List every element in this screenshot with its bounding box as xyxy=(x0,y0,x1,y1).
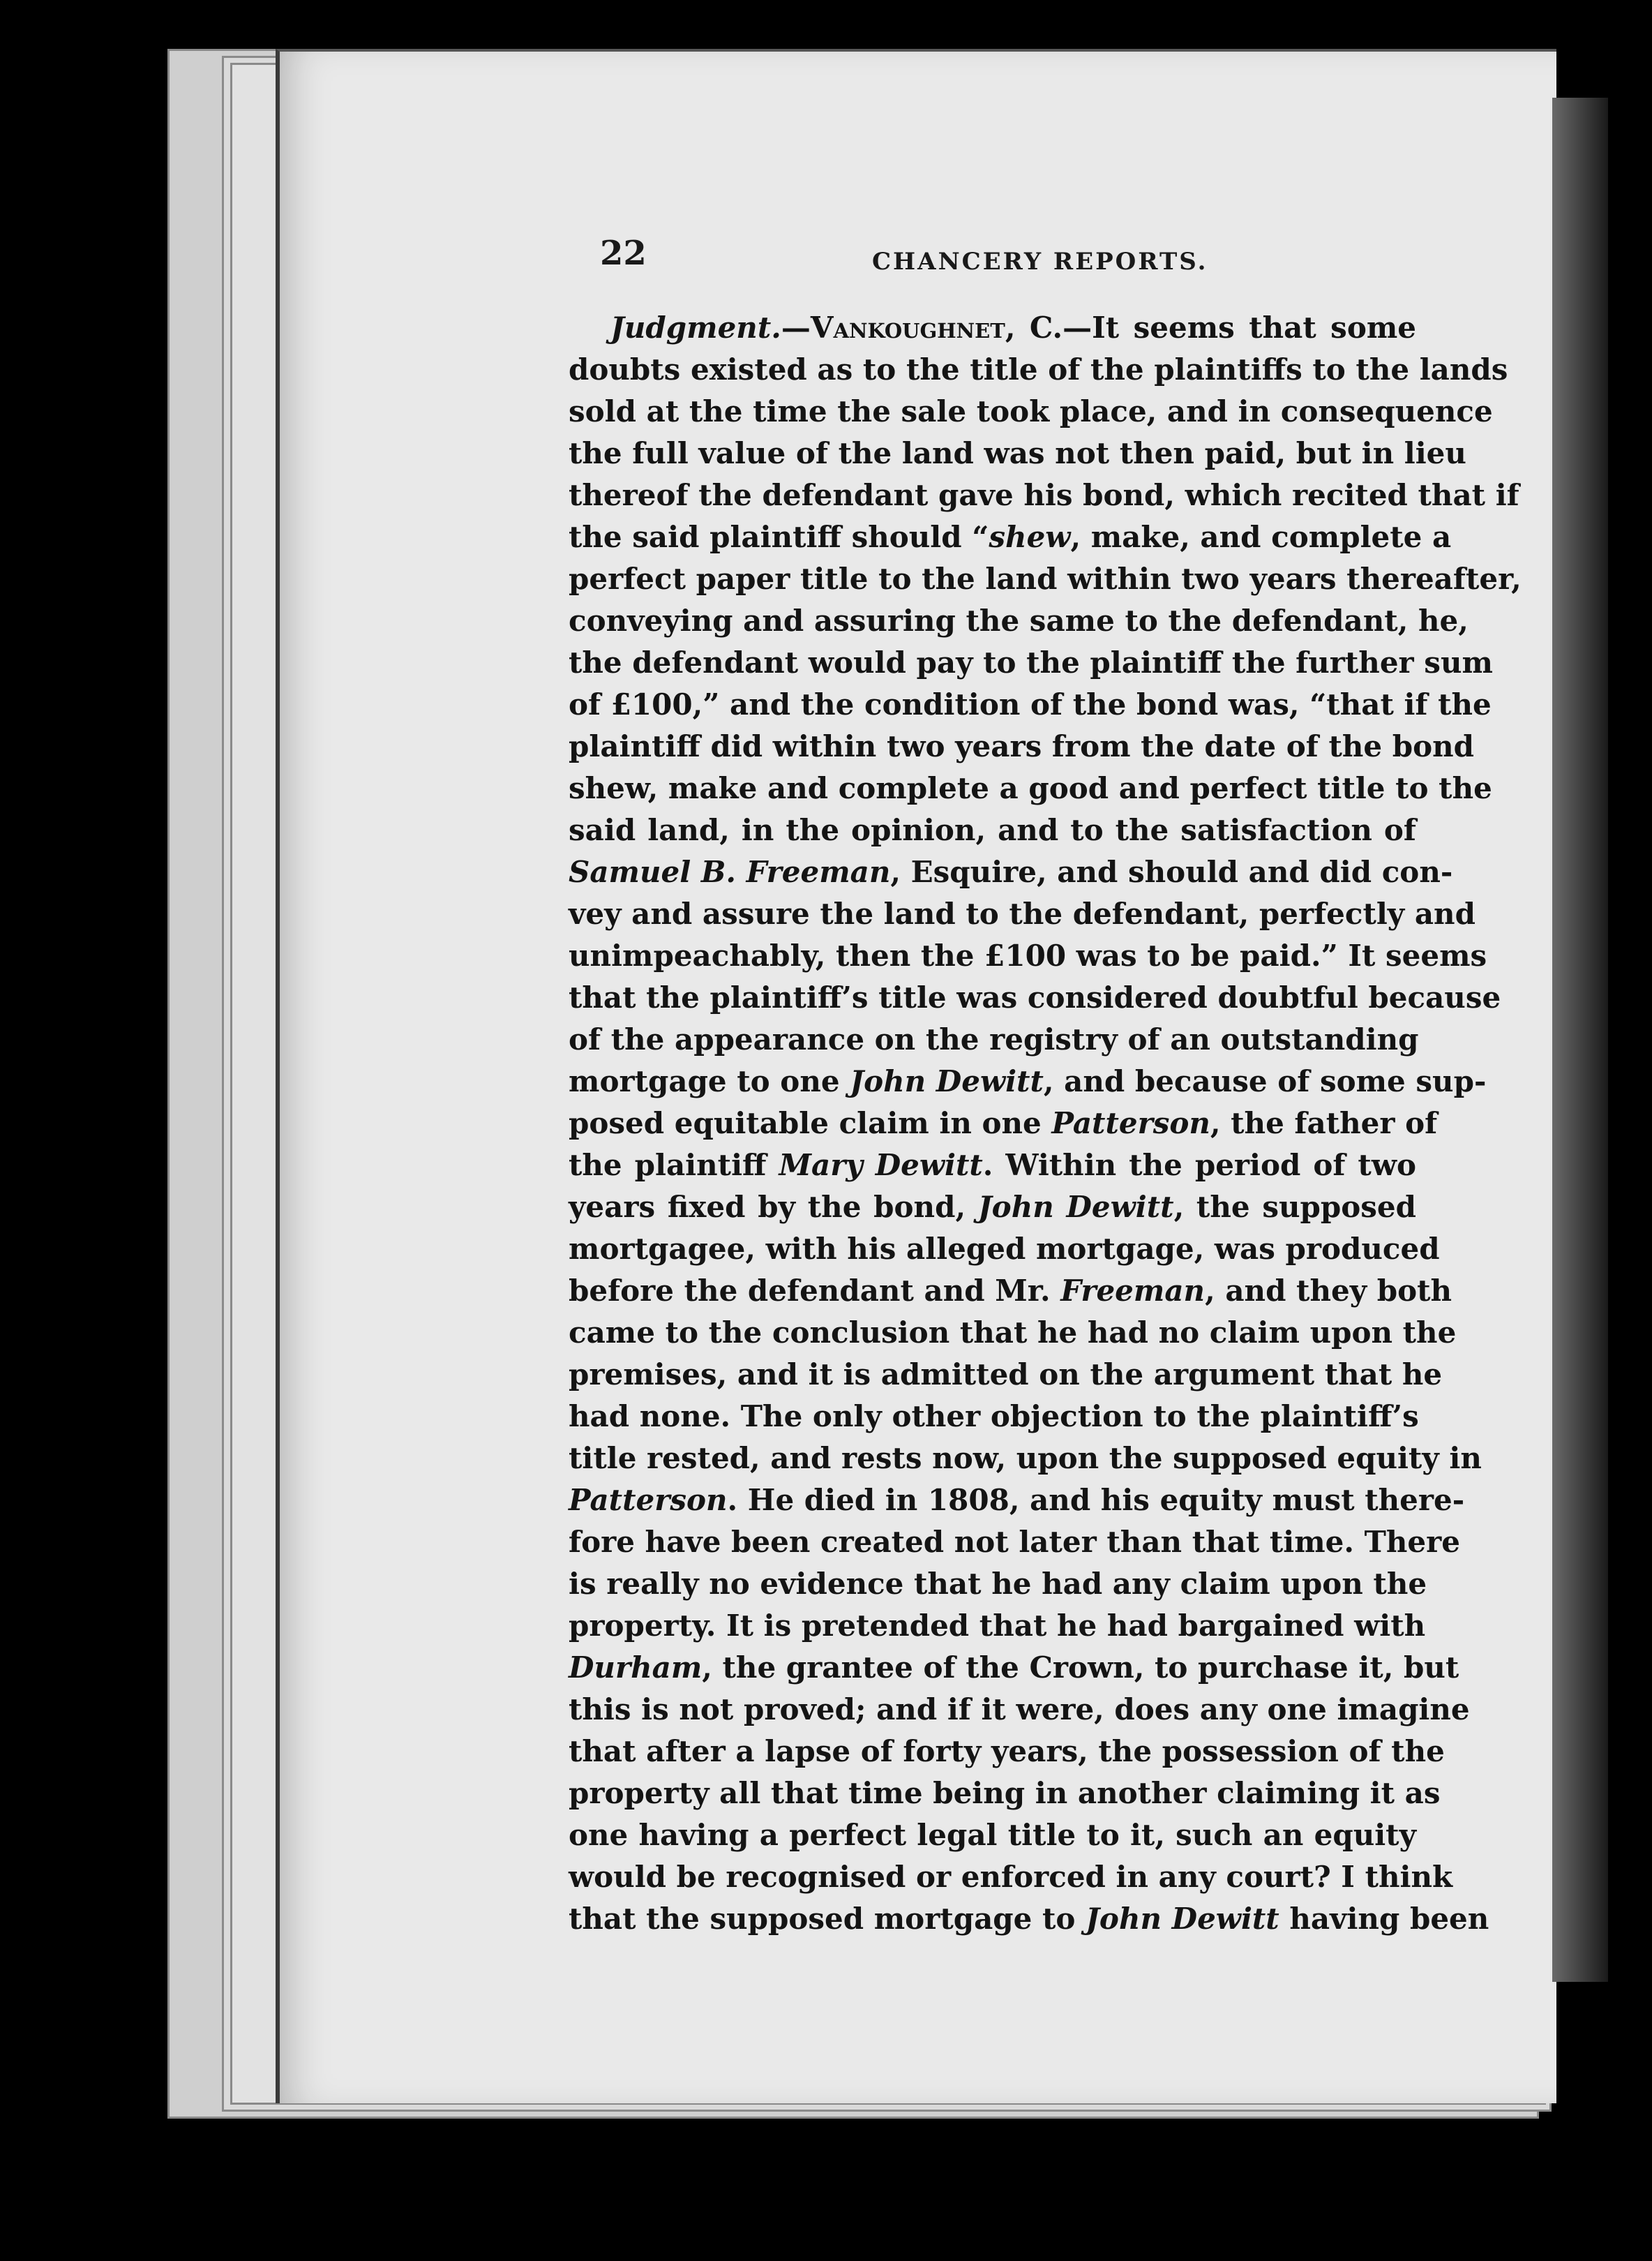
text-run: perfect paper title to the land within two years thereafter, xyxy=(569,562,1522,596)
text-run: before the defendant and Mr. xyxy=(569,1274,1061,1308)
text-run: of the appearance on the registry of an outstanding xyxy=(569,1022,1419,1057)
text-line xyxy=(569,1773,1441,1814)
italic-text: John Dewitt xyxy=(850,1064,1044,1098)
text-line xyxy=(569,684,1492,726)
text-line xyxy=(569,1479,1465,1521)
text-line xyxy=(569,1144,1416,1186)
text-run: the defendant would pay to the plaintiff the further sum xyxy=(569,646,1493,680)
page-header xyxy=(600,234,1437,290)
text-line xyxy=(569,1228,1440,1270)
text-run: property all that time being in another claiming it as xyxy=(569,1776,1441,1810)
text-run: mortgage to one xyxy=(569,1064,850,1098)
text-run: would be recognised or enforced in any court? I think xyxy=(569,1860,1453,1894)
text-line xyxy=(569,1605,1426,1647)
page-number: 22 xyxy=(600,234,647,273)
text-line xyxy=(569,1019,1419,1061)
italic-text: Patterson xyxy=(569,1483,728,1517)
text-run: sold at the time the sale took place, and in consequence xyxy=(569,394,1493,428)
text-run: posed equitable claim in one xyxy=(569,1106,1052,1140)
text-run: having been xyxy=(1279,1902,1489,1936)
text-line xyxy=(569,977,1501,1019)
text-run: title rested, and rests now, upon the supposed equity in xyxy=(569,1441,1482,1475)
text-run: of £100,” and the condition of the bond was, “that if the xyxy=(569,687,1492,722)
italic-text: Judgment. xyxy=(610,311,781,345)
text-run: , the grantee of the Crown, to purchase it, but xyxy=(702,1650,1459,1685)
text-run: that the supposed mortgage to xyxy=(569,1902,1086,1936)
italic-text: Samuel B. Freeman xyxy=(569,855,891,889)
text-line xyxy=(569,1898,1489,1940)
text-run: said land, in the opinion, and to the satisfaction of xyxy=(569,813,1416,847)
text-line xyxy=(569,1647,1459,1689)
text-line xyxy=(569,475,1519,516)
italic-text: Mary Dewitt xyxy=(779,1148,983,1182)
text-line xyxy=(569,768,1492,809)
text-run: unimpeachably, then the £100 was to be paid.” It seems xyxy=(569,939,1487,973)
text-line xyxy=(569,1856,1453,1898)
text-line xyxy=(569,1521,1460,1563)
text-line xyxy=(569,1354,1443,1396)
italic-text: shew xyxy=(989,520,1071,554)
text-line xyxy=(569,349,1508,391)
text-run: . He died in 1808, and his equity must there- xyxy=(727,1483,1465,1517)
text-line xyxy=(569,558,1522,600)
text-line xyxy=(569,1061,1487,1103)
text-run: shew, make and complete a good and perfect title to the xyxy=(569,771,1492,805)
text-run: mortgagee, with his alleged mortgage, was produced xyxy=(569,1232,1440,1266)
text-run: , and because of some sup- xyxy=(1043,1064,1487,1098)
italic-text: Freeman xyxy=(1060,1274,1206,1308)
text-run: plaintiff did within two years from the date of the bond xyxy=(569,729,1475,763)
text-line xyxy=(569,433,1466,475)
text-run: this is not proved; and if it were, does any one imagine xyxy=(569,1692,1470,1726)
text-run: doubts existed as to the title of the plaintiffs to the lands xyxy=(569,352,1508,387)
text-line xyxy=(569,1396,1419,1438)
text-run: had none. The only other objection to the plaintiff’s xyxy=(569,1399,1419,1433)
text-run: , C.—It seems that some xyxy=(1005,311,1416,345)
running-head: CHANCERY REPORTS. xyxy=(872,248,1208,276)
text-line xyxy=(569,600,1469,642)
text-line xyxy=(569,851,1453,893)
text-line xyxy=(569,1689,1470,1731)
text-run: vey and assure the land to the defendant, perfectly and xyxy=(569,897,1475,931)
text-run: one having a perfect legal title to it, such an equity xyxy=(569,1818,1416,1852)
text-run: that the plaintiff’s title was considered doubtful because xyxy=(569,980,1501,1015)
text-run: is really no evidence that he had any claim upon the xyxy=(569,1567,1427,1601)
text-line xyxy=(569,1814,1416,1856)
text-run: , the supposed xyxy=(1173,1190,1416,1224)
text-run: , the father of xyxy=(1210,1106,1438,1140)
text-line xyxy=(569,726,1475,768)
text-run: conveying and assuring the same to the defendant, he, xyxy=(569,604,1469,638)
text-run: , make, and complete a xyxy=(1070,520,1452,554)
text-run: , Esquire, and should and did con- xyxy=(890,855,1453,889)
text-run: property. It is pretended that he had bargained with xyxy=(569,1609,1426,1643)
text-run: premises, and it is admitted on the argument that he xyxy=(569,1357,1443,1391)
text-line xyxy=(569,1186,1416,1228)
page-shadow xyxy=(1552,98,1608,1982)
text-line xyxy=(569,809,1416,851)
text-line xyxy=(569,893,1475,935)
text-run: the plaintiff xyxy=(569,1148,779,1182)
text-line xyxy=(569,391,1493,433)
text-line xyxy=(569,1103,1438,1144)
italic-text: John Dewitt xyxy=(1086,1902,1279,1936)
text-run: the full value of the land was not then paid, but in lieu xyxy=(569,436,1466,470)
text-line xyxy=(569,307,1416,349)
text-run: thereof the defendant gave his bond, which recited that if xyxy=(569,478,1519,512)
text-run: , and they both xyxy=(1205,1274,1452,1308)
text-run: — xyxy=(781,311,811,345)
text-line xyxy=(569,1270,1452,1312)
judgment-text xyxy=(569,307,1522,1940)
text-line xyxy=(569,1312,1457,1354)
text-line xyxy=(569,1438,1482,1479)
text-run: that after a lapse of forty years, the possession of the xyxy=(569,1734,1445,1768)
text-line xyxy=(569,642,1493,684)
text-run: years fixed by the bond, xyxy=(569,1190,978,1224)
text-line xyxy=(569,1563,1427,1605)
italic-text: Durham xyxy=(569,1650,703,1685)
italic-text: Patterson xyxy=(1051,1106,1210,1140)
italic-text: John Dewitt xyxy=(977,1190,1174,1224)
text-line xyxy=(569,1731,1445,1773)
text-line xyxy=(569,935,1487,977)
text-line xyxy=(569,516,1452,558)
text-run: fore have been created not later than that time. There xyxy=(569,1525,1460,1559)
small-caps-text: Vankoughnet xyxy=(810,311,1005,345)
text-run: came to the conclusion that he had no claim upon the xyxy=(569,1315,1457,1350)
text-run: the said plaintiff should “ xyxy=(569,520,989,554)
text-run: . Within the period of two xyxy=(982,1148,1417,1182)
